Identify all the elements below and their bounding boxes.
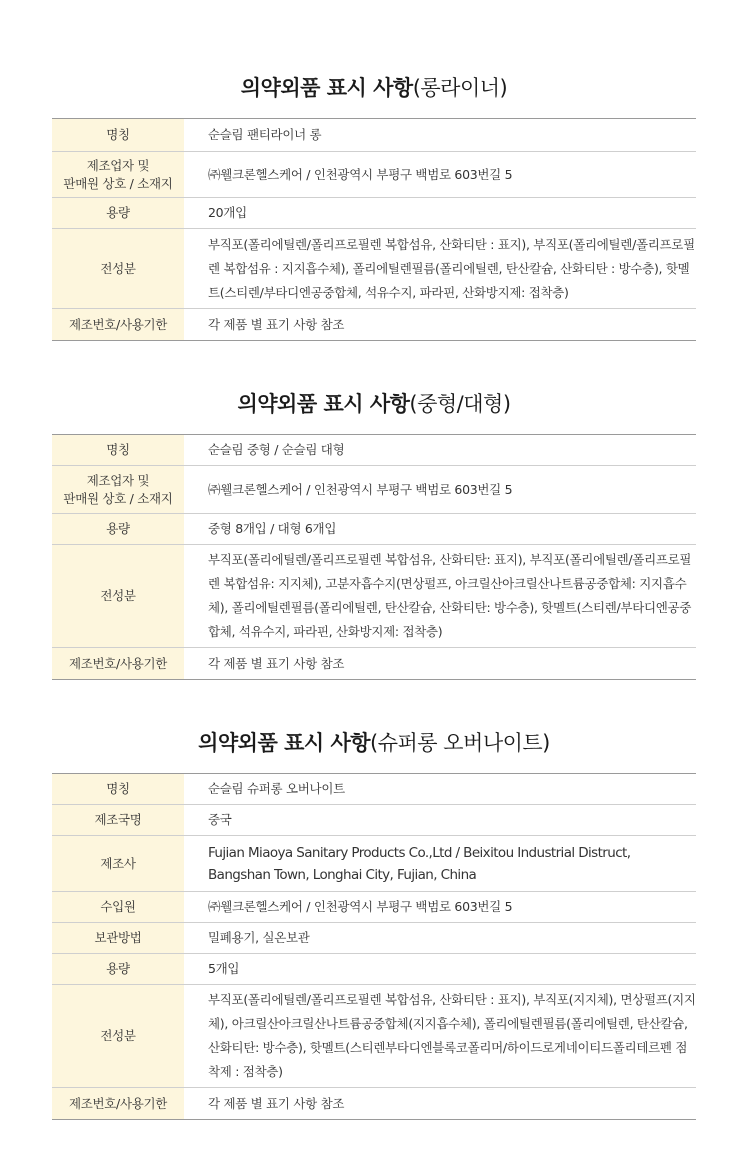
table-row [52,435,696,466]
table-row [52,892,696,923]
table-row [52,985,696,1088]
row-value: 5개입 [208,961,240,976]
row-label: 용량 [52,514,184,545]
table-row [52,774,696,805]
info-table [52,773,696,1120]
row-label: 수입원 [52,892,184,923]
row-value: Fujian Miaoya Sanitary Products Co.,Ltd / Beixitou Industrial Distruct, Bangshan Town, Longhai City, Fujian, China [208,844,631,883]
row-label [52,152,184,198]
table-row [52,466,696,514]
info-table [52,434,696,680]
row-value: 부직포(폴리에틸렌/폴리프로필렌 복합섬유, 산화티탄 : 표지), 부직포(폴리에틸렌/폴리프로필렌 복합섬유 : 지지흡수체), 폴리에틸렌필름(폴리에틸렌, 탄산칼슘, 산화티탄 : 방수층), 핫멜트(스티렌/부타디엔공중합체, 석유수지, 파라핀, 산화방지제: 접착층) [208,236,695,300]
row-label: 용량 [52,954,184,985]
table-row [52,119,696,152]
row-label: 명칭 [52,119,184,152]
row-label: 전성분 [52,985,184,1088]
section-title: 의약외품 표시 사항(중형/대형) [237,392,511,416]
row-value: 순슬림 슈퍼롱 오버나이트 [208,781,345,796]
row-label: 전성분 [52,545,184,648]
row-value: ㈜웰크론헬스케어 / 인천광역시 부평구 백범로 603번길 5 [208,899,513,914]
row-label [52,466,184,514]
row-value: 각 제품 별 표기 사항 참조 [208,316,345,332]
info-table [52,118,696,341]
table-row [52,229,696,309]
row-value: 순슬림 중형 / 순슬림 대형 [208,442,345,457]
label-line-1: 제조업자 및 [86,472,150,488]
row-label: 명칭 [52,435,184,466]
table-row [52,152,696,198]
row-label: 명칭 [52,774,184,805]
row-label: 제조번호/사용기한 [52,309,184,341]
row-value: 부직포(폴리에틸렌/폴리프로필렌 복합섬유, 산화티탄: 표지), 부직포(폴리에틸렌/폴리프로필렌 복합섬유: 지지체), 고분자흡수지(면상펄프, 아크릴산아크릴산나트륨공중합체: 지지흡수체), 폴리에틸렌필름(폴리에틸렌, 탄산칼슘, 산화티탄: 방수층), 핫멜트(스티렌/부타디엔공중합체, 석유수지, 파라핀, 산화방지제: 접착층) [208,552,692,639]
label-line-1: 제조업자 및 [86,157,150,173]
table-row [52,198,696,229]
table-row [52,923,696,954]
row-value: 20개입 [208,205,247,220]
row-value: 부직포(폴리에틸렌/폴리프로필렌 복합섬유, 산화티탄 : 표지), 부직포(지지체), 면상펄프(지지체), 아크릴산아크릴산나트륨공중합체(지지흡수체), 폴리에틸렌필름(폴리에틸렌, 탄산칼슘, 산화티탄: 방수층), 핫멜트(스티렌부타디엔블록코폴리머/하이드로게네이티드폴리테르펜 점착제 : 점착층) [208,992,696,1079]
table-row [52,836,696,892]
row-value: 각 제품 별 표기 사항 참조 [208,655,345,671]
label-line-2: 판매원 상호 / 소재지 [63,490,173,506]
table-row [52,1088,696,1120]
row-value: 밀폐용기, 실온보관 [208,930,310,945]
row-label: 전성분 [52,229,184,309]
section-title: 의약외품 표시 사항(슈퍼롱 오버나이트) [198,731,550,755]
section-longliner [52,68,696,341]
row-value: ㈜웰크론헬스케어 / 인천광역시 부평구 백범로 603번길 5 [208,481,513,497]
table-row [52,954,696,985]
row-label: 제조번호/사용기한 [52,1088,184,1120]
table-row [52,545,696,648]
row-label: 제조사 [52,836,184,892]
row-value: 순슬림 팬티라이너 롱 [208,127,322,142]
row-value: 중형 8개입 / 대형 6개입 [208,521,337,536]
row-label: 용량 [52,198,184,229]
row-label: 보관방법 [52,923,184,954]
label-line-2: 판매원 상호 / 소재지 [63,175,173,191]
table-row [52,514,696,545]
table-row [52,648,696,680]
row-label: 제조번호/사용기한 [52,648,184,680]
table-row [52,805,696,836]
section-medium-large [52,384,696,680]
row-label: 제조국명 [52,805,184,836]
section-superlong-overnight [52,723,696,1120]
table-row [52,309,696,341]
row-value: 중국 [208,812,232,827]
row-value: 각 제품 별 표기 사항 참조 [208,1095,345,1111]
section-title: 의약외품 표시 사항(롱라이너) [240,76,508,100]
row-value: ㈜웰크론헬스케어 / 인천광역시 부평구 백범로 603번길 5 [208,166,513,182]
